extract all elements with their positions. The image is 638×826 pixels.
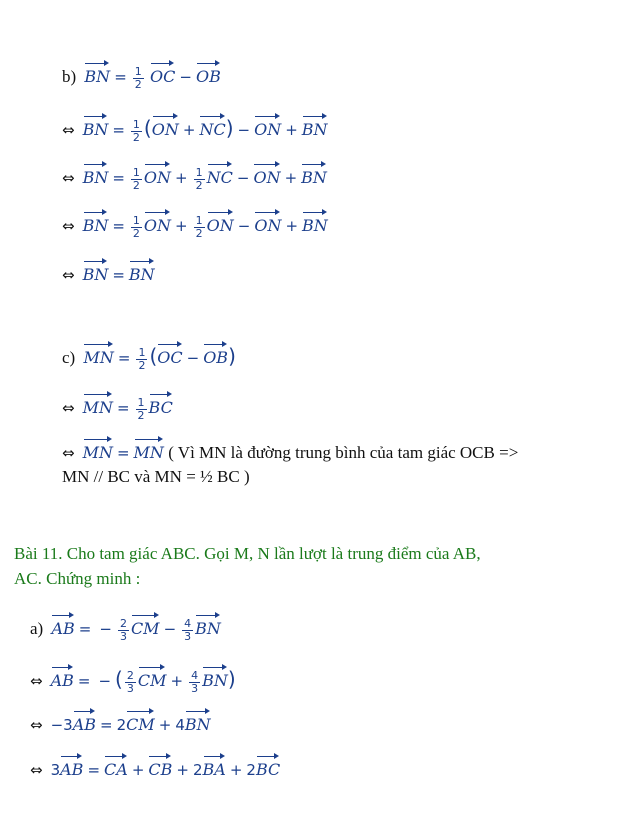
bai11-a-line-3: ⇔ −3AB = 2CM + 4BN [30, 708, 211, 736]
part-b-line-5: ⇔ BN = BN [62, 258, 155, 286]
iff-symbol: ⇔ [62, 121, 75, 139]
fraction-half: $\frac{1}{2}$ [134, 64, 142, 91]
part-b-line-4: ⇔ BN = $\frac{1}{2}$ ON + $\frac{1}{2}$ ON − ON + BN [62, 209, 328, 240]
part-b-line-2: ⇔ BN = $\frac{1}{2}$ (ON + NC) − ON + BN [62, 113, 328, 144]
vector-bn: BN [84, 60, 110, 88]
part-b-label: b) [62, 67, 77, 86]
bai11-title-2: AC. Chứng minh : [14, 569, 141, 588]
bai11-title-1: Bài 11. Cho tam giác ABC. Gọi M, N lần lượt là trung điểm của AB, [14, 544, 481, 563]
bai11-a-line-1: a) AB = − $\frac{2}{3}$ CM − $\frac{4}{3}$ BN [30, 612, 221, 643]
bai11-a-label: a) [30, 619, 44, 638]
part-c-label: c) [62, 348, 76, 367]
part-c-line-2: ⇔ MN = $\frac{1}{2}$ BC [62, 391, 173, 422]
vector-oc: OC [150, 60, 175, 88]
part-c-note-1: ( Vì MN là đường trung bình của tam giác OCB => [168, 443, 519, 462]
part-c-note-2: MN // BC và MN = ½ BC ) [62, 467, 250, 486]
part-c-line-1: c) MN = $\frac{1}{2}$ (OC − OB) [62, 341, 236, 372]
part-b-line-3: ⇔ BN = $\frac{1}{2}$ ON + $\frac{1}{2}$ NC − ON + BN [62, 161, 327, 192]
bai11-a-line-4: ⇔ 3AB = CA + CB + 2BA + 2BC [30, 753, 280, 781]
bai11-a-line-2: ⇔ AB = − ( $\frac{2}{3}$ CM + $\frac{4}{3}$ BN) [30, 664, 236, 695]
vector-ob: OB [196, 60, 221, 88]
part-c-line-3: ⇔ MN = MN ( Vì MN là đường trung bình của tam giác OCB => [62, 436, 518, 464]
part-b-line-1: b) BN = $\frac{1}{2}$ OC − OB [62, 60, 221, 91]
